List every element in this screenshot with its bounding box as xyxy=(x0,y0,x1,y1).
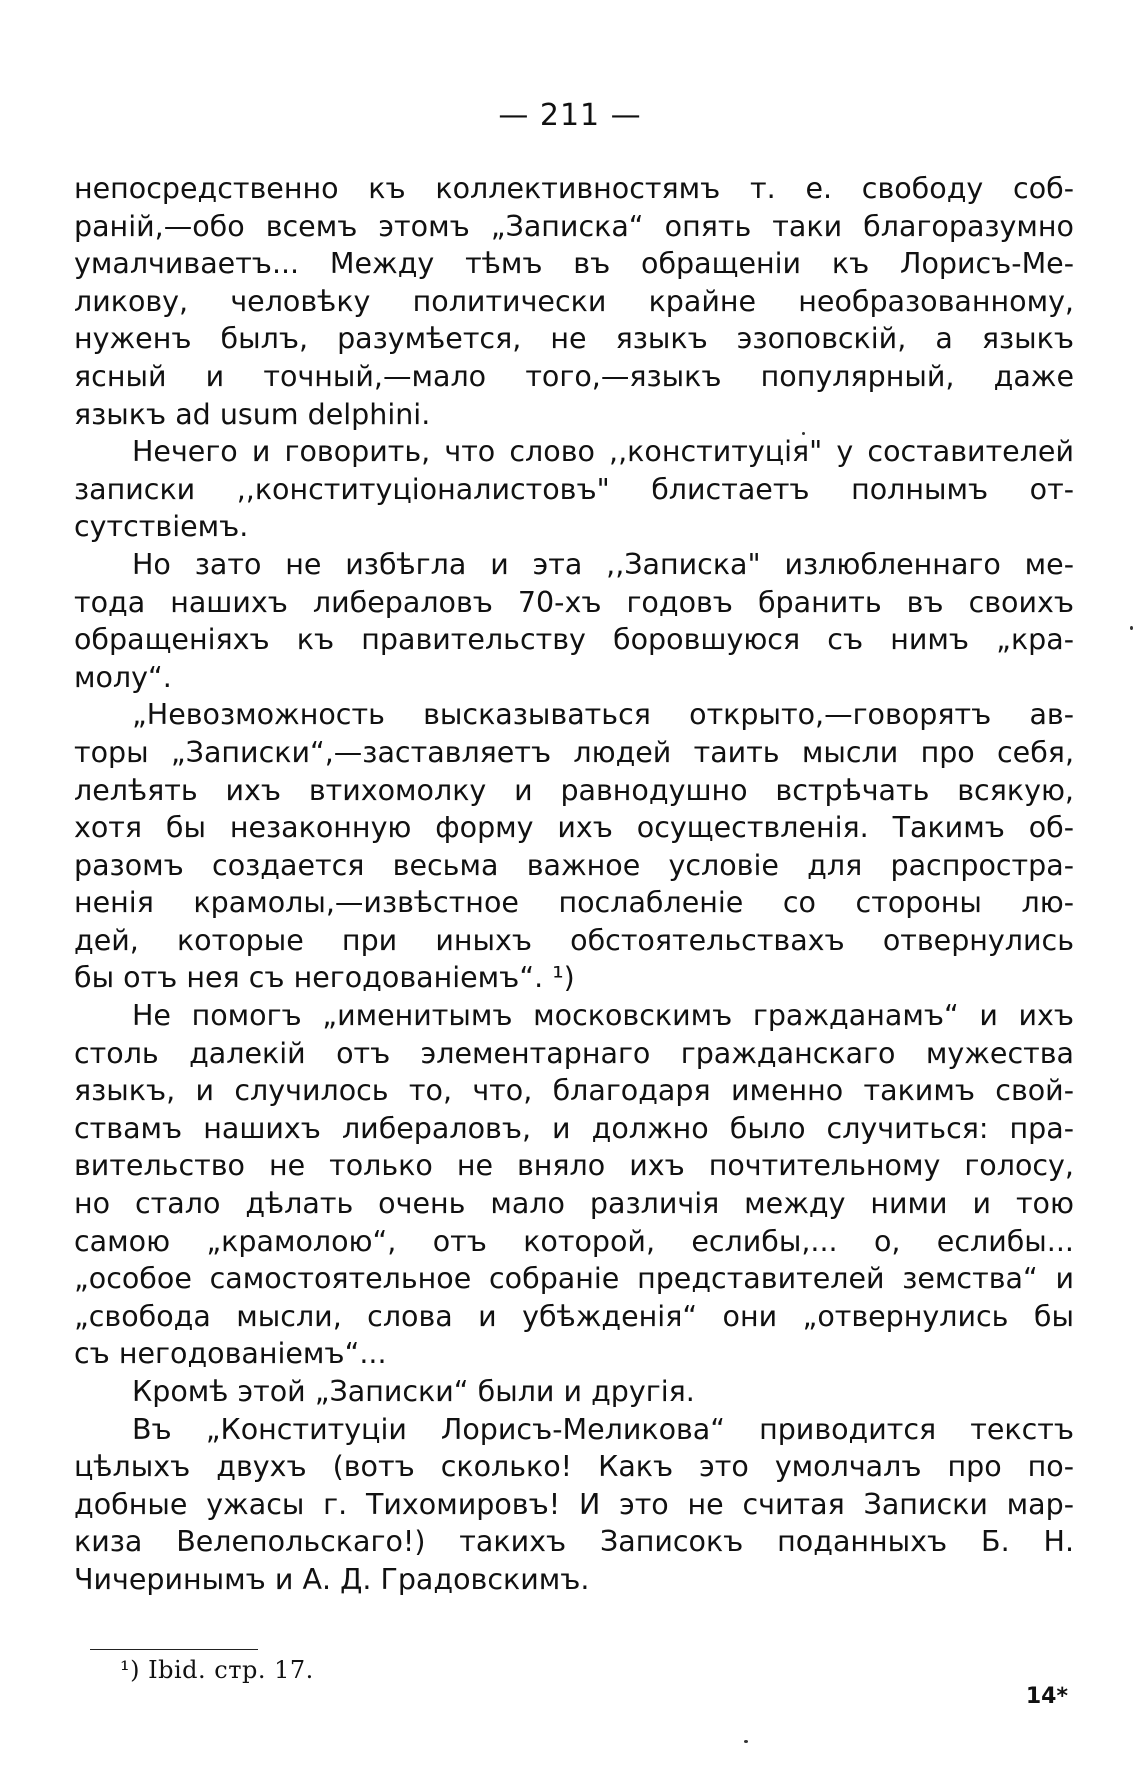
text-line: Кромѣ этой „Записки“ были и другiя. xyxy=(132,1375,695,1408)
footnote-rule xyxy=(90,1649,258,1650)
text-line: ликову, человѣку политически крайне необразованному, xyxy=(74,284,1074,318)
text-line: молу“. xyxy=(74,660,172,694)
paragraph xyxy=(74,997,1074,1373)
text-line: обращенiяхъ къ правительству боровшуюся съ нимъ „кра- xyxy=(74,623,1074,657)
text-line: языкъ ad usum delphini. xyxy=(74,397,431,431)
paragraph xyxy=(74,170,1074,433)
text-line: Но зато не избѣгла и эта ,,Записка" излюбленнаго ме- xyxy=(132,547,1074,581)
paragraph xyxy=(74,433,1074,546)
scan-speck xyxy=(802,432,805,435)
body-text xyxy=(74,170,1074,1599)
text-line: съ негодованiемъ“... xyxy=(74,1337,387,1371)
text-line: добные ужасы г. Тихомировъ! И это не считая Записки мар- xyxy=(74,1487,1074,1521)
text-line: „особое самостоятельное собранiе представителей земства“ и xyxy=(74,1262,1074,1296)
text-line: торы „Записки“,—заставляетъ людей таить мысли про себя, xyxy=(74,735,1074,769)
text-line: нуженъ былъ, разумѣется, не языкъ эзоповскiй, а языкъ xyxy=(74,322,1074,356)
text-line: ствамъ нашихъ либераловъ, и должно было случиться: пра- xyxy=(74,1111,1074,1145)
text-line: сутствiемъ. xyxy=(74,510,249,544)
text-line: Не помогъ „именитымъ московскимъ гражданамъ“ и ихъ xyxy=(132,999,1074,1033)
text-line: записки ,,конституцiоналистовъ" блистаетъ полнымъ от- xyxy=(74,472,1074,506)
text-line: но стало дѣлать очень мало различiя между ними и тою xyxy=(74,1187,1074,1221)
paragraph xyxy=(74,1411,1074,1599)
text-line: самою „крамолою“, отъ которой, еслибы,... о, еслибы... xyxy=(74,1224,1074,1258)
footnote: ¹) Ibid. стр. 17. xyxy=(120,1656,314,1684)
scan-speck xyxy=(1130,626,1133,630)
text-line: умалчиваетъ... Между тѣмъ въ обращенiи къ Лорисъ-Ме- xyxy=(74,247,1074,281)
text-line: дей, которые при иныхъ обстоятельствахъ отвернулись xyxy=(74,923,1074,957)
paragraph xyxy=(74,546,1074,696)
text-line: Въ „Конституцiи Лорисъ-Меликова“ приводится текстъ xyxy=(132,1412,1074,1446)
text-line: вительство не только не вняло ихъ почтительному голосу, xyxy=(74,1149,1074,1183)
text-line: ненiя крамолы,—извѣстное послабленiе со стороны лю- xyxy=(74,886,1074,920)
text-line: ранiй,—обо всемъ этомъ „Записка“ опять таки благоразумно xyxy=(74,209,1074,243)
text-line: лелѣять ихъ втихомолку и равнодушно встрѣчать всякую, xyxy=(74,773,1074,807)
paragraph xyxy=(74,696,1074,997)
paragraph xyxy=(74,1373,1074,1411)
text-line: хотя бы незаконную форму ихъ осуществленiя. Такимъ об- xyxy=(74,811,1074,845)
text-line: непосредственно къ коллективностямъ т. е. свободу соб- xyxy=(74,172,1074,205)
text-line: Нечего и говорить, что слово ,,конституцiя" у составителей xyxy=(132,435,1074,469)
text-line: столь далекiй отъ элементарнаго гражданскаго мужества xyxy=(74,1036,1074,1070)
text-line: разомъ создается весьма важное условiе для распростра- xyxy=(74,848,1074,882)
text-line: „Невозможность высказываться открыто,—говорятъ ав- xyxy=(132,698,1074,732)
scan-speck xyxy=(744,1740,748,1743)
text-line: бы отъ нея съ негодованiемъ“. ¹) xyxy=(74,961,575,995)
text-line: ясный и точный,—мало того,—языкъ популярный, даже xyxy=(74,359,1074,393)
text-line: „свобода мысли, слова и убѣжденiя“ они „отвернулись бы xyxy=(74,1299,1074,1333)
page-number: — 211 — xyxy=(498,98,642,133)
text-line: Чичеринымъ и А. Д. Градовскимъ. xyxy=(74,1562,590,1596)
text-line: языкъ, и случилось то, что, благодаря именно такимъ свой- xyxy=(74,1074,1074,1108)
text-line: цѣлыхъ двухъ (вотъ сколько! Какъ это умолчалъ про по- xyxy=(74,1450,1074,1484)
text-line: киза Велепольскаго!) такихъ Записокъ поданныхъ Б. Н. xyxy=(74,1525,1074,1559)
text-line: тода нашихъ либераловъ 70-хъ годовъ бранить въ своихъ xyxy=(74,585,1074,619)
signature-mark: 14* xyxy=(1025,1684,1068,1709)
